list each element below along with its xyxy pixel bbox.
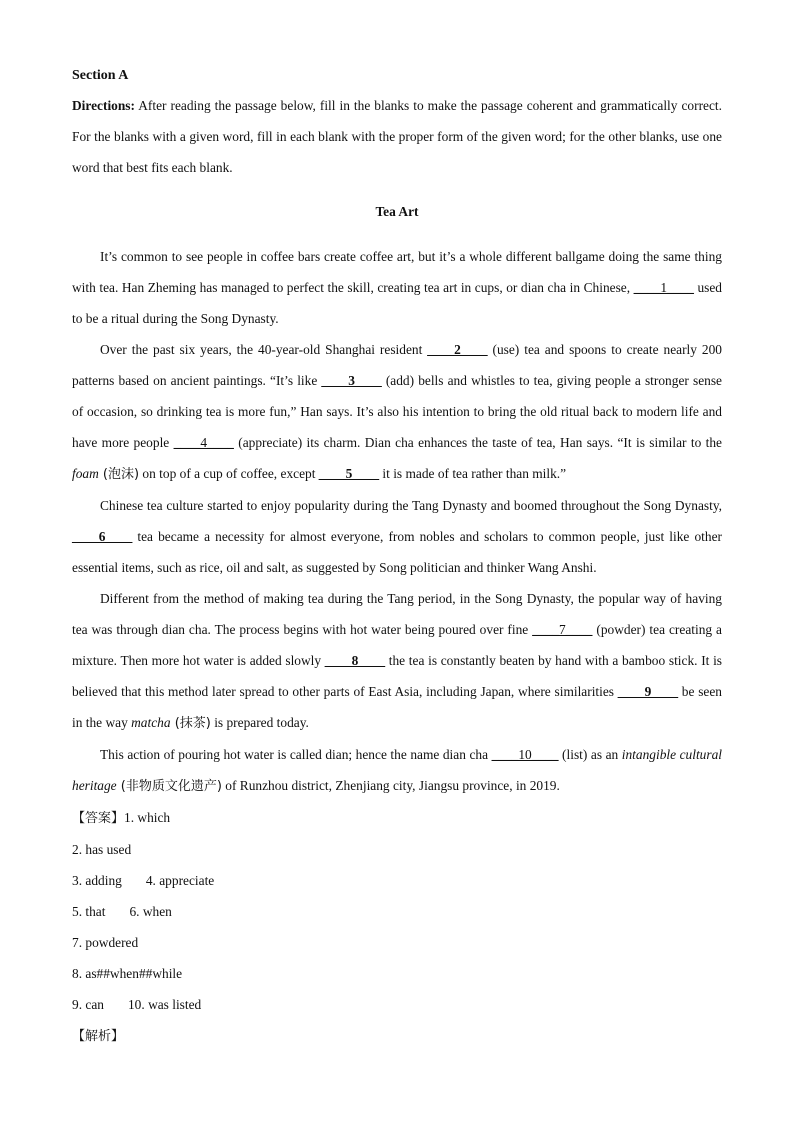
blank-8: ____8____ [324,652,386,668]
answer-7: 7. powdered [72,934,139,950]
p4-text-e: is prepared today. [210,714,309,730]
p5-text-a: This action of pouring hot water is called dian; hence the name dian cha [100,746,492,762]
answer-5: 5. that [72,903,106,919]
blank-4: ____4____ [173,434,234,450]
answer-section [72,802,722,1052]
analysis-label: 【解析】 [72,1028,125,1044]
answer-4: 4. appreciate [145,872,215,888]
answer-8: 8. as##when##while [72,965,183,981]
p5-text-c: of Runzhou district, Zhenjiang city, Jiangsu province, in 2019. [221,777,560,793]
foam-term: foam [72,465,99,481]
document-content [72,62,722,1052]
blank-6: ____6____ [72,528,133,544]
paragraph-1 [72,241,722,334]
paragraph-2 [72,334,722,490]
answer-10: 10. was listed [127,996,202,1012]
answer-2: 2. has used [72,841,132,857]
blank-10: ____10____ [491,746,559,762]
matcha-chinese: (抹茶) [170,715,211,731]
directions [72,90,722,183]
p1-text-b: used to be a ritual during the Song Dynasty. [72,279,722,326]
p4-text-d: be seen in the way [72,683,722,730]
ich-term: intangible cultural heritage [72,746,722,793]
answer-line-1 [72,802,722,834]
p3-text-b: tea became a necessity for almost everyone, from nobles and scholars to common people, just like other essential items, such as rice, oil and salt, as suggested by Song politician and thinker Wang Anshi. [72,528,722,575]
blank-9: ____9____ [617,683,679,699]
answer-6: 6. when [129,903,172,919]
p1-text-a: It’s common to see people in coffee bars create coffee art, but it’s a whole different ballgame doing the same thing with tea. Han Zheming has managed to perfect the skill, creating tea art in cups, or dian cha in Chinese, [72,248,722,295]
answer-line-9 [72,989,722,1020]
blank-1: ____1____ [633,279,694,295]
p2-text-e: on top of a cup of coffee, except [139,465,319,481]
blank-7: ____7____ [532,621,593,637]
blank-3: ____3____ [321,372,382,388]
ich-chinese: (非物质文化遗产) [116,778,222,794]
blank-5: ____5____ [318,465,380,481]
p4-text-a: Different from the method of making tea during the Tang period, in the Song Dynasty, the popular way of having tea was through dian cha. The process begins with hot water being poured over fine [72,590,722,637]
paragraph-4 [72,583,722,739]
p4-text-b: (powder) tea creating a mixture. Then more hot water is added slowly [72,621,722,668]
answer-3: 3. adding [72,872,122,888]
p4-text-c: the tea is constantly beaten by hand with a bamboo stick. It is believed that this method later spread to other parts of East Asia, including Japan, where similarities [72,652,722,699]
answer-line-3 [72,865,722,896]
directions-text: After reading the passage below, fill in the blanks to make the passage coherent and grammatically correct. For the blanks with a given word, fill in each blank with the proper form of the given word; for the other blanks, use one word that best fits each blank. [72,98,722,175]
p2-text-a: Over the past six years, the 40-year-old Shanghai resident [100,341,428,357]
answer-line-5 [72,896,722,927]
p2-text-c: (add) bells and whistles to tea, giving people a stronger sense of occasion, so drinking tea is more fun,” Han says. It’s also his intention to bring the old ritual back to modern life and have more people [72,372,722,450]
answer-9: 9. can [72,996,104,1012]
blank-2: ____2____ [427,341,488,357]
paragraph-3 [72,490,722,583]
paragraph-5 [72,739,722,802]
analysis-heading [72,1020,722,1052]
p2-text-f: it is made of tea rather than milk.” [379,465,567,481]
answer-label: 【答案】 [72,810,125,826]
p2-text-b: (use) tea and spoons to create nearly 200 patterns based on ancient paintings. “It’s like [72,341,722,388]
section-heading: Section A [72,68,129,83]
matcha-term: matcha [131,714,171,730]
p3-text-a: Chinese tea culture started to enjoy popularity during the Tang Dynasty and boomed throughout the Song Dynasty, [100,497,722,513]
answer-1: 1. which [124,809,171,825]
passage-title: Tea Art [375,204,419,220]
p2-text-d: (appreciate) its charm. Dian cha enhances the taste of tea, Han says. “It is similar to the [233,434,722,450]
foam-chinese: (泡沫) [98,466,140,482]
directions-label: Directions: [72,98,135,113]
p5-text-b: (list) as an [558,746,622,762]
